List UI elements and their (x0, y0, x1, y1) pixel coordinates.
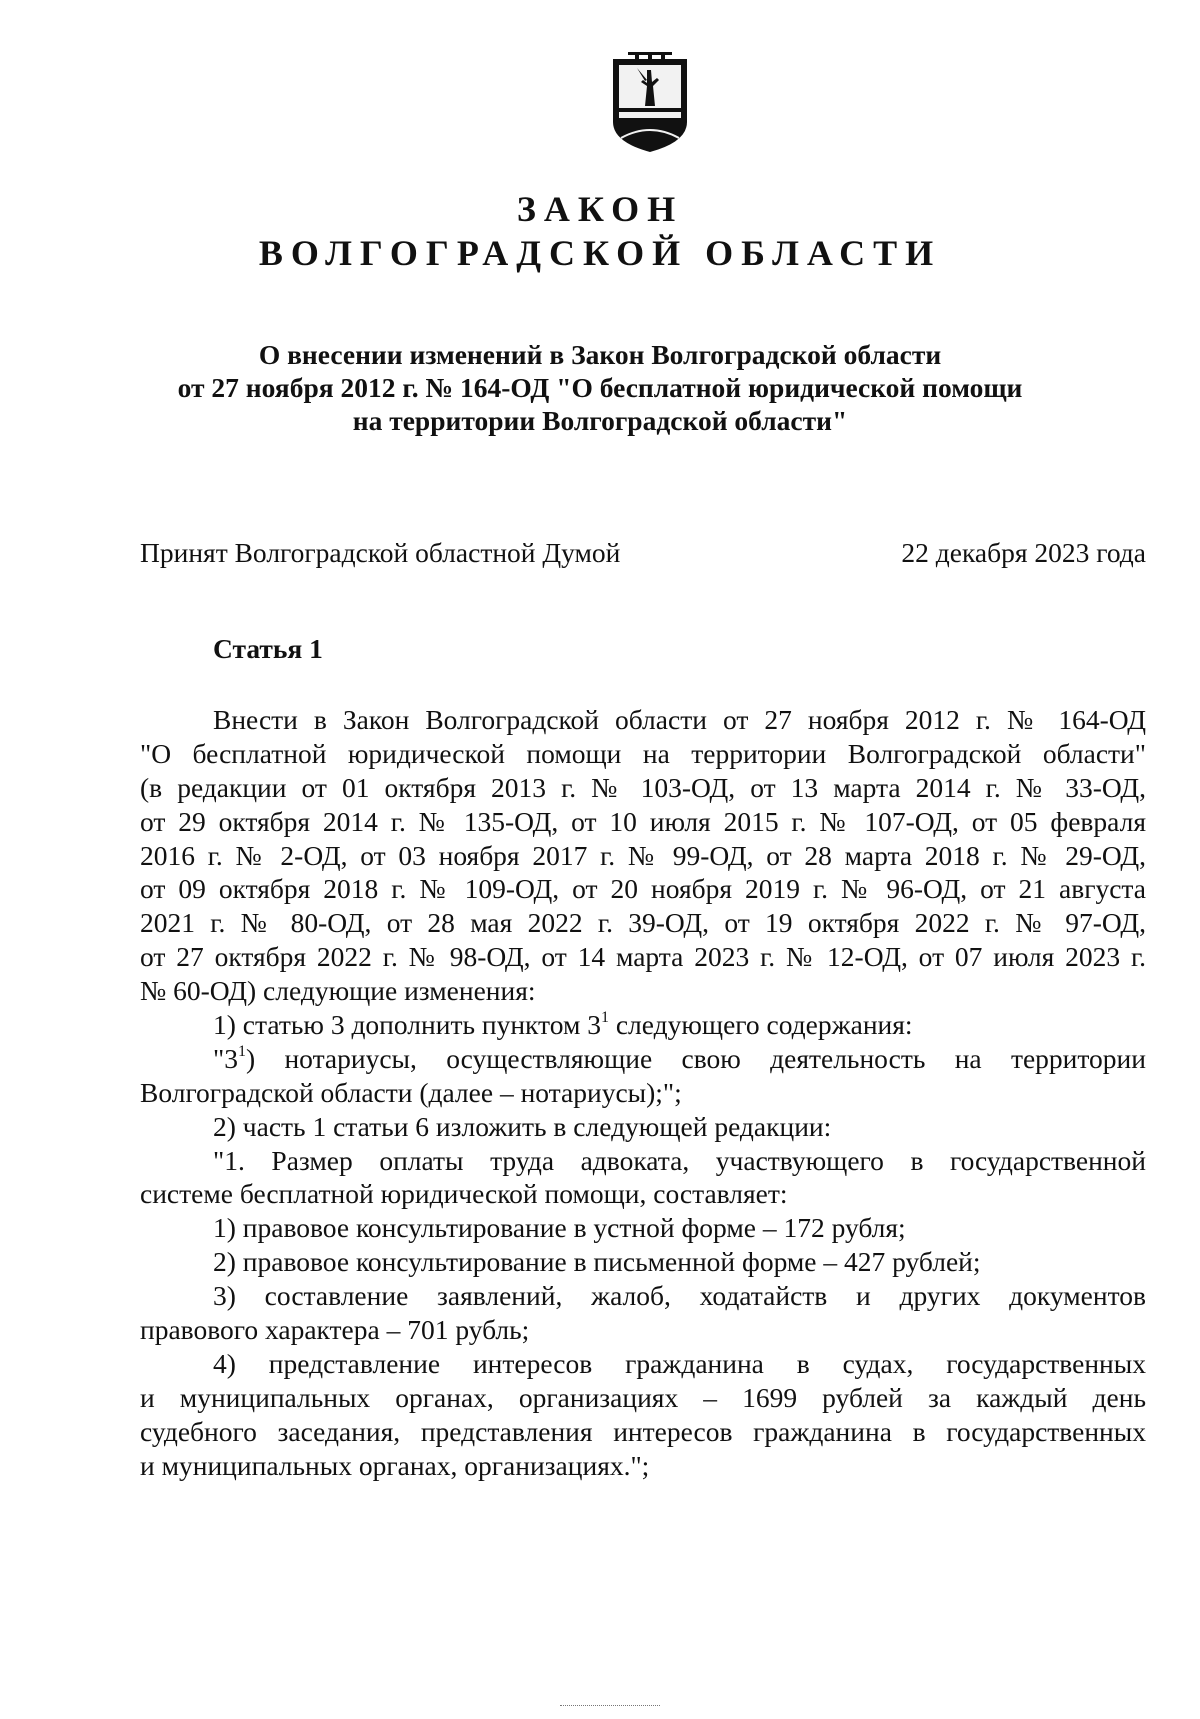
region-title: ВОЛГОГРАДСКОЙ ОБЛАСТИ (258, 233, 942, 273)
scan-mark (560, 1705, 660, 1708)
quote-text: "3 (213, 1042, 238, 1074)
body-line: от 09 октября 2018 г. № 109-ОД, от 20 ноября 2019 г. № 96-ОД, от 21 августа (140, 873, 1146, 905)
subject-line: от 27 ноября 2012 г. № 164-ОД "О бесплатной юридической помощи (177, 372, 1023, 403)
item-text: следующего содержания: (608, 1009, 913, 1041)
rate-item-3: 3) составление заявлений, жалоб, ходатайств и других документов (213, 1280, 1146, 1312)
rate-item-2: 2) правовое консультирование в письменной форме – 427 рублей; (213, 1246, 981, 1278)
amendment-item-1 (140, 1008, 1146, 1042)
rate-item-4: 4) представление интересов гражданина в судах, государственных (213, 1347, 1146, 1379)
body-line: от 29 октября 2014 г. № 135-ОД, от 10 июля 2015 г. № 107-ОД, от 05 февраля (140, 805, 1146, 837)
body-line: и муниципальных органах, организациях."; (140, 1449, 650, 1481)
subject-line: на территории Волгоградской области" (352, 405, 848, 436)
body-line: от 27 октября 2022 г. № 98-ОД, от 14 марта 2023 г. № 12-ОД, от 07 июля 2023 г. (140, 941, 1146, 973)
body-line: Волгоградской области (далее – нотариусы);"; (140, 1076, 682, 1108)
adoption-row (140, 536, 1146, 570)
body-line: "О бесплатной юридической помощи на территории Волгоградской области" (140, 737, 1146, 769)
item-text: 1) статью 3 дополнить пунктом 3 (213, 1009, 601, 1041)
body-line: (в редакции от 01 октября 2013 г. № 103-ОД, от 13 марта 2014 г. № 33-ОД, (140, 771, 1146, 803)
body-line: судебного заседания, представления интересов гражданина в государственных (140, 1415, 1146, 1447)
body-line: 2016 г. № 2-ОД, от 03 ноября 2017 г. № 99-ОД, от 28 марта 2018 г. № 29-ОД, (140, 839, 1146, 871)
body-line: 2021 г. № 80-ОД, от 28 мая 2022 г. 39-ОД, от 19 октября 2022 г. № 97-ОД, (140, 907, 1146, 939)
body-line: Внести в Закон Волгоградской области от 27 ноября 2012 г. № 164-ОД (213, 704, 1146, 735)
coat-of-arms-icon (607, 52, 693, 154)
adoption-date: 22 декабря 2023 года (901, 537, 1146, 568)
quote-text: ) нотариусы, осуществляющие свою деятельность на территории (245, 1042, 1146, 1074)
body-line: и муниципальных органах, организациях – 1699 рублей за каждый день (140, 1381, 1146, 1413)
body-line: правового характера – 701 рубль; (140, 1314, 530, 1346)
subject-line: О внесении изменений в Закон Волгоградской области (258, 339, 942, 370)
article-heading: Статья 1 (213, 633, 323, 664)
body-line: системе бесплатной юридической помощи, составляет: (140, 1178, 788, 1210)
superscript: 1 (237, 1042, 246, 1060)
superscript: 1 (600, 1009, 609, 1027)
adopted-by: Принят Волгоградской областной Думой (140, 537, 621, 568)
article-body (140, 703, 1146, 1482)
body-line: "1. Размер оплаты труда адвоката, участвующего в государственной (213, 1144, 1146, 1176)
quoted-text (140, 1042, 1146, 1076)
law-title: ЗАКОН (516, 189, 684, 229)
rate-item-1: 1) правовое консультирование в устной форме – 172 рубля; (213, 1212, 906, 1244)
law-subject (0, 338, 1200, 437)
body-line: № 60-ОД) следующие изменения: (140, 975, 536, 1007)
amendment-item-2: 2) часть 1 статьи 6 изложить в следующей редакции: (213, 1110, 832, 1142)
